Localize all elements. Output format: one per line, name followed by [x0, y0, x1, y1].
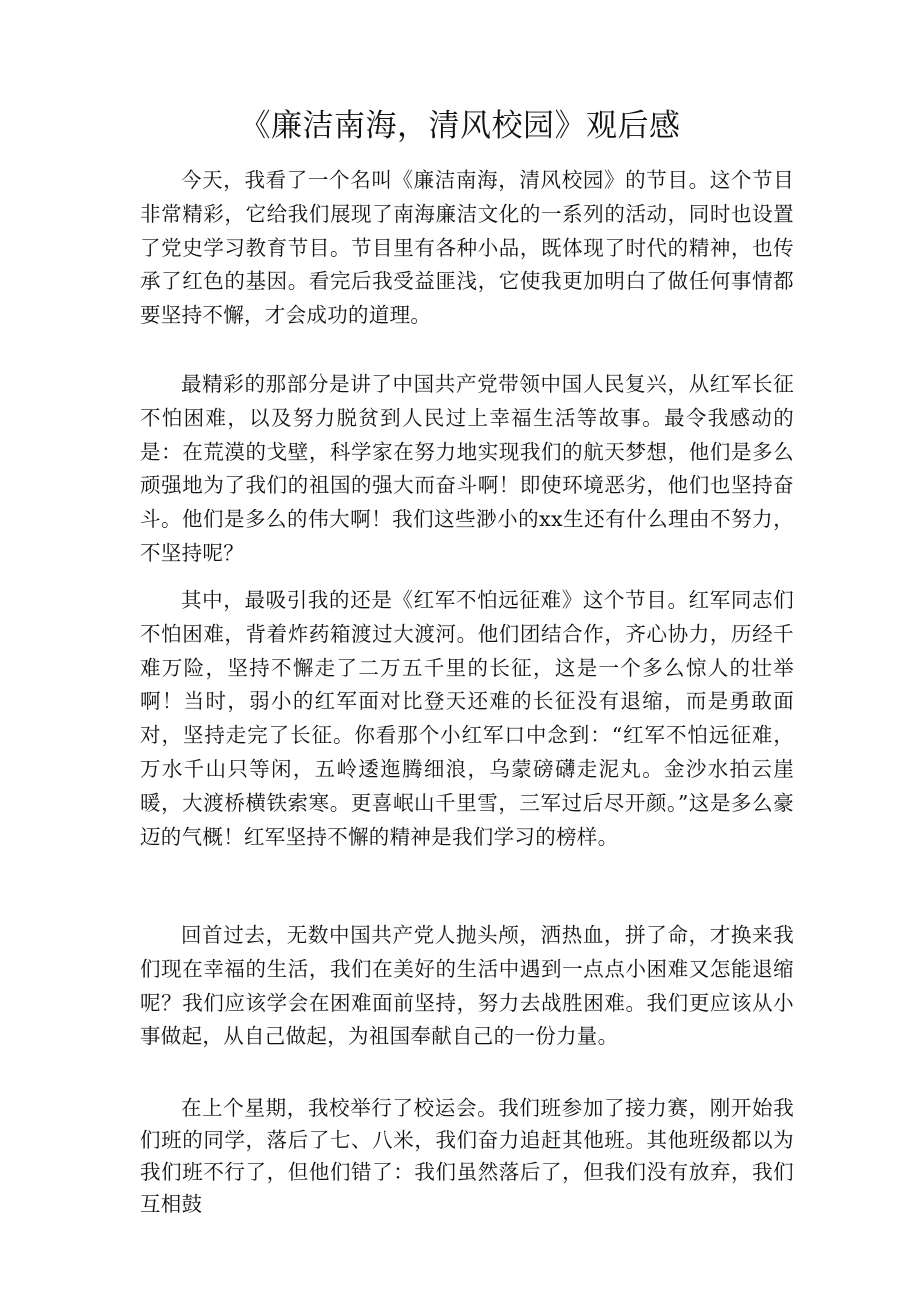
paragraph-3: 其中，最吸引我的还是《红军不怕远征难》这个节目。红军同志们不怕困难，背着炸药箱渡过大渡河。他们团结合作，齐心协力，历经千难万险，坚持不懈走了二万五千里的长征，这是一个多么惊人的壮举啊！当时，弱小的红军面对比登天还难的长征没有退缩，而是勇敢面对，坚持走完了长征。你看那个小红军口中念到：“红军不怕远征难，万水千山只等闲，五岭逶迤腾细浪，乌蒙磅礴走泥丸。金沙水拍云崖暖，大渡桥横铁索寒。更喜岷山千里雪，三军过后尽开颜。”这是多么豪迈的气概！红军坚持不懈的精神是我们学习的榜样。 — [140, 588, 794, 849]
paragraph-1: 今天，我看了一个名叫《廉洁南海，清风校园》的节目。这个节目非常精彩，它给我们展现了南海廉洁文化的一系列的活动，同时也设置了党史学习教育节目。节目里有各种小品，既体现了时代的精神，也传承了红色的基因。看完后我受益匪浅，它使我更加明白了做任何事情都要坚持不懈，才会成功的道理。 — [140, 168, 794, 328]
paragraph-2: 最精彩的那部分是讲了中国共产党带领中国人民复兴，从红军长征不怕困难，以及努力脱贫到人民过上幸福生活等故事。最令我感动的是：在荒漠的戈壁，科学家在努力地实现我们的航天梦想，他们是多么顽强地为了我们的祖国的强大而奋斗啊！即使环境恶劣，他们也坚持奋斗。他们是多么的伟大啊！我们这些渺小的xx生还有什么理由不努力，不坚持呢？ — [140, 372, 794, 565]
document-title: 《廉洁南海，清风校园》观后感 — [239, 108, 681, 144]
paragraph-5: 在上个星期，我校举行了校运会。我们班参加了接力赛，刚开始我们班的同学，落后了七、八米，我们奋力追赶其他班。其他班级都以为我们班不行了，但他们错了：我们虽然落后了，但我们没有放弃，我们互相鼓 — [140, 1096, 794, 1216]
paragraph-4: 回首过去，无数中国共产党人抛头颅，洒热血，拼了命，才换来我们现在幸福的生活，我们在美好的生活中遇到一点点小困难又怎能退缩呢？我们应该学会在困难面前坚持，努力去战胜困难。我们更应该从小事做起，从自己做起，为祖国奉献自己的一份力量。 — [140, 923, 794, 1049]
